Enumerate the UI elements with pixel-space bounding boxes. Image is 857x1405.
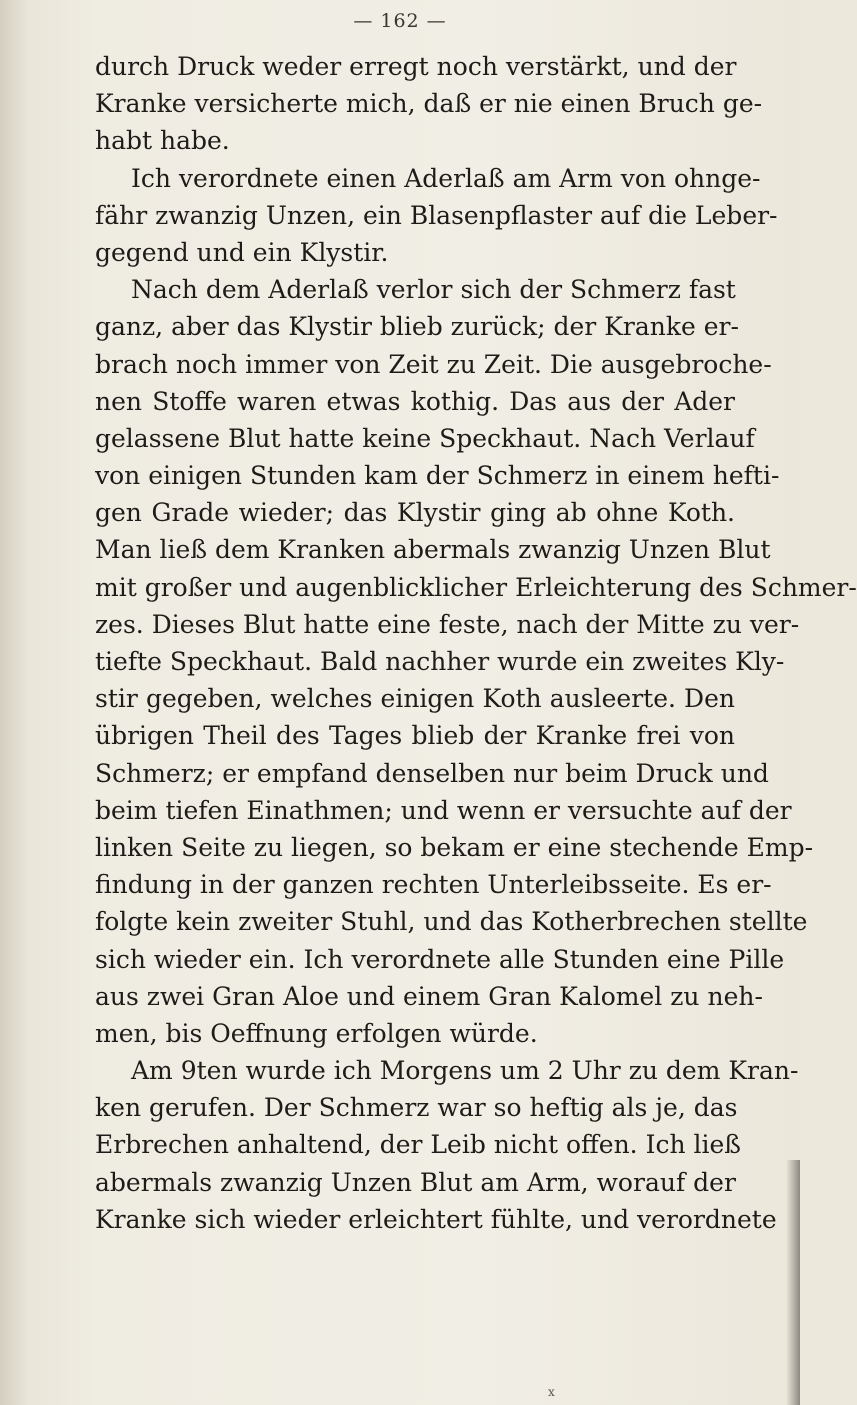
text-line: Nach dem Aderlaß verlor sich der Schmerz fast [131, 275, 736, 305]
text-line: stir gegeben, welches einigen Koth ausleerte. Den [95, 684, 735, 714]
text-line: Kranke versicherte mich, daß er nie einen Bruch ge- [95, 89, 763, 119]
signature-mark: x [548, 1385, 555, 1399]
page-edge-shadow [786, 1160, 800, 1405]
text-line: aus zwei Gran Aloe und einem Gran Kalomel zu neh- [95, 981, 763, 1011]
text-line: sich wieder ein. Ich verordnete alle Stunden eine Pille [95, 944, 785, 974]
text-line: ken gerufen. Der Schmerz war so heftig als je, das [95, 1093, 738, 1123]
text-line: von einigen Stunden kam der Schmerz in einem hefti- [95, 461, 780, 491]
text-line: zes. Dieses Blut hatte eine feste, nach der Mitte zu ver- [95, 609, 800, 639]
text-line: mit großer und augenblicklicher Erleichterung des Schmer- [95, 572, 857, 602]
text-line: folgte kein zweiter Stuhl, und das Kotherbrechen stellte [95, 907, 808, 937]
text-line: Man ließ dem Kranken abermals zwanzig Unzen Blut [95, 535, 771, 565]
text-line: Erbrechen anhaltend, der Leib nicht offen. Ich ließ [95, 1130, 741, 1160]
spine-shadow [0, 0, 28, 1405]
text-line: Kranke sich wieder erleichtert fühlte, und verordnete [95, 1204, 777, 1234]
body-text [95, 48, 857, 1238]
text-line: gen Grade wieder; das Klystir ging ab ohne Koth. [95, 498, 735, 528]
text-line: abermals zwanzig Unzen Blut am Arm, worauf der [95, 1167, 736, 1197]
text-line: men, bis Oeffnung erfolgen würde. [95, 1018, 538, 1048]
text-line: Am 9ten wurde ich Morgens um 2 Uhr zu dem Kran- [131, 1056, 799, 1086]
text-line: gelassene Blut hatte keine Speckhaut. Nach Verlauf [95, 423, 755, 453]
text-line: linken Seite zu liegen, so bekam er eine stechende Emp- [95, 832, 814, 862]
text-line: durch Druck weder erregt noch verstärkt, und der [95, 52, 737, 81]
text-line: Schmerz; er empfand denselben nur beim Druck und [95, 758, 769, 788]
text-line: Ich verordnete einen Aderlaß am Arm von ohnge- [131, 163, 761, 193]
text-line: ganz, aber das Klystir blieb zurück; der Kranke er- [95, 312, 739, 342]
text-line: findung in der ganzen rechten Unterleibsseite. Es er- [95, 870, 772, 900]
text-line: habt habe. [95, 126, 230, 156]
text-line: gegend und ein Klystir. [95, 237, 389, 267]
page-number: — 162 — [353, 10, 447, 32]
text-line: beim tiefen Einathmen; und wenn er versuchte auf der [95, 795, 792, 825]
text-line: brach noch immer von Zeit zu Zeit. Die ausgebroche- [95, 349, 772, 379]
text-line: fähr zwanzig Unzen, ein Blasenpflaster auf die Leber- [95, 200, 778, 230]
text-line: übrigen Theil des Tages blieb der Kranke frei von [95, 721, 735, 751]
text-line: nen Stoffe waren etwas kothig. Das aus der Ader [95, 386, 735, 416]
text-line: tiefte Speckhaut. Bald nachher wurde ein zweites Kly- [95, 647, 785, 676]
